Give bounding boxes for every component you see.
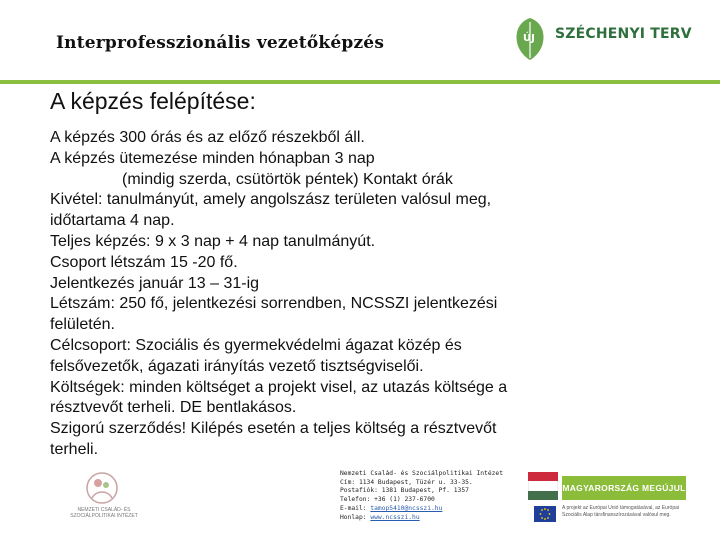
body-line: résztvevőt terheli. DE bentlakásos.	[50, 399, 297, 417]
body-line: Teljes képzés: 9 x 3 nap + 4 nap tanulmányút.	[50, 232, 376, 250]
slide-body	[50, 128, 590, 461]
contact-block	[340, 470, 503, 522]
body-line: (mindig szerda, csütörtök péntek) Kontakt órák	[122, 170, 453, 188]
body-line: Célcsoport: Szociális és gyermekvédelmi ágazat közép és	[50, 336, 462, 354]
contact-name: Nemzeti Család- és Szociálpolitikai Intézet	[340, 470, 504, 477]
contact-address: Cím: 1134 Budapest, Tüzér u. 33-35.	[340, 478, 473, 486]
body-line: Csoport létszám 15 -20 fő.	[50, 253, 238, 271]
hungarian-flag-icon	[528, 472, 558, 500]
body-line: Költségek: minden költséget a projekt visel, az utazás költsége a	[50, 378, 508, 396]
body-line: időtartama 4 nap.	[50, 212, 175, 230]
eu-funding-note: A projekt az Európai Unió támogatásával, az Európai Szociális Alap társfinanszírozásával valósul meg.	[562, 505, 680, 518]
header-divider	[0, 80, 720, 84]
contact-web-row	[340, 514, 503, 523]
body-line: Jelentkezés január 13 – 31-ig	[50, 274, 260, 292]
body-line: A képzés ütemezése minden hónapban 3 nap	[50, 149, 375, 167]
contact-phone: Telefon: +36 (1) 237-6700	[340, 496, 435, 504]
body-line: Kivétel: tanulmányút, amely angolszász területen valósul meg,	[50, 191, 492, 209]
email-link[interactable]: tamop5410@ncsszi.hu	[370, 504, 443, 512]
logo-badge: ÚJ	[523, 33, 535, 44]
logo-text: SZÉCHENYI TERV	[555, 26, 692, 42]
web-link[interactable]: www.ncsszi.hu	[370, 513, 420, 521]
body-line: A képzés 300 órás és az előző részekből áll.	[50, 129, 365, 146]
funding-logos	[528, 472, 688, 532]
body-line: Szigorú szerződés! Kilépés esetén a teljes költség a résztvevőt	[50, 420, 497, 438]
body-line: felületén.	[50, 316, 115, 334]
institute-emblem	[72, 470, 132, 530]
contact-postal: Postafiók: 1381 Budapest, Pf. 1357	[340, 487, 469, 495]
eu-flag-icon	[534, 506, 556, 522]
slide-heading: A képzés felépítése:	[50, 88, 256, 114]
contact-email-row	[340, 505, 503, 514]
body-line: Létszám: 250 fő, jelentkezési sorrendben, NCSSZI jelentkezési	[50, 295, 498, 313]
web-label: Honlap:	[340, 513, 371, 521]
institute-caption: NEMZETI CSALÁD- ÉS SZOCIÁLPOLITIKAI INTÉZET	[70, 507, 138, 519]
email-label: E-mail:	[340, 504, 371, 512]
body-line: terheli.	[50, 440, 99, 458]
presentation-title: Interprofesszionális vezetőképzés	[56, 33, 385, 53]
body-line: felsővezetők, ágazati irányítás vezető tisztségviselői.	[50, 357, 424, 375]
magyarorszag-megujul-banner: MAGYARORSZÁG MEGÚJUL	[562, 476, 686, 500]
